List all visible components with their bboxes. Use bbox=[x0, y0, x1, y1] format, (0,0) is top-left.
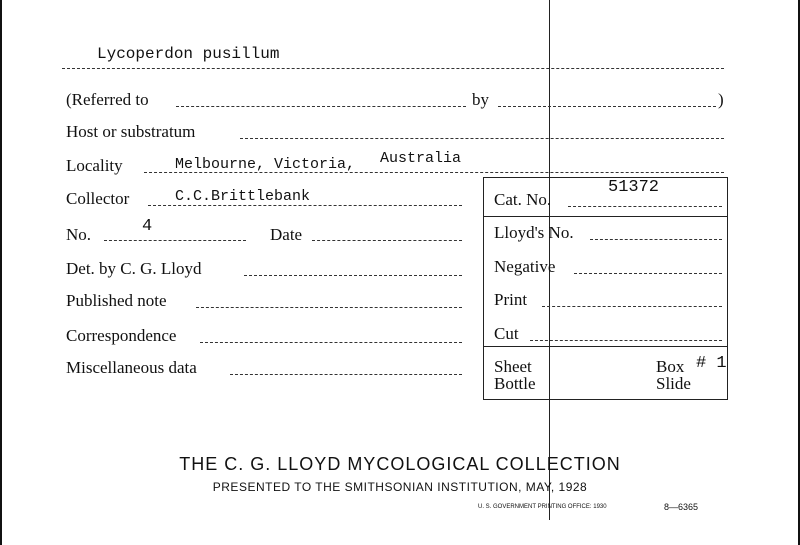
print-line bbox=[542, 306, 722, 307]
negative-line bbox=[574, 273, 722, 274]
box-label: Box bbox=[656, 357, 685, 376]
close-paren: ) bbox=[718, 90, 724, 109]
slide-label: Slide bbox=[656, 374, 691, 393]
correspondence-label: Correspondence bbox=[66, 326, 177, 345]
by-line bbox=[498, 106, 716, 107]
species-name: Lycoperdon pusillum bbox=[97, 45, 280, 63]
locality-label: Locality bbox=[66, 156, 123, 175]
referred-to-line bbox=[176, 106, 466, 107]
box-divider-2 bbox=[483, 346, 728, 347]
locality-value-2: Australia bbox=[380, 150, 462, 167]
det-label: Det. by C. G. Lloyd bbox=[66, 259, 202, 278]
locality-value: Melbourne, Victoria, bbox=[175, 156, 356, 173]
print-label: Print bbox=[494, 290, 528, 309]
collection-subtitle: PRESENTED TO THE SMITHSONIAN INSTITUTION, MAY, 1928 bbox=[212, 480, 588, 494]
box-divider-1 bbox=[483, 216, 728, 217]
cat-no-line bbox=[568, 206, 722, 207]
misc-line bbox=[230, 374, 462, 375]
host-label: Host or substratum bbox=[66, 122, 196, 141]
det-line bbox=[244, 275, 462, 276]
date-label: Date bbox=[270, 225, 303, 244]
lloyds-no-line bbox=[590, 239, 722, 240]
printing-office: U. S. GOVERNMENT PRINTING OFFICE: 1930 bbox=[478, 504, 607, 510]
negative-label: Negative bbox=[494, 257, 556, 276]
cut-label: Cut bbox=[494, 324, 519, 343]
bottle-label: Bottle bbox=[494, 374, 536, 393]
form-code: 8—6365 bbox=[664, 502, 699, 512]
cat-no-value: 51372 bbox=[608, 178, 660, 197]
host-line bbox=[240, 138, 724, 139]
collection-title: THE C. G. LLOYD MYCOLOGICAL COLLECTION bbox=[179, 454, 621, 474]
date-line bbox=[312, 240, 462, 241]
published-label: Published note bbox=[66, 291, 167, 310]
no-line bbox=[104, 240, 246, 241]
cut-line bbox=[530, 340, 722, 341]
sheet-label: Sheet bbox=[494, 357, 532, 376]
cat-no-label: Cat. No. bbox=[494, 190, 552, 209]
lloyds-no-label: Lloyd's No. bbox=[494, 223, 574, 242]
published-line bbox=[196, 307, 462, 308]
box-value: # 1 bbox=[696, 354, 727, 373]
no-label: No. bbox=[66, 225, 92, 244]
collector-label: Collector bbox=[66, 189, 130, 208]
collector-value: C.C.Brittlebank bbox=[175, 188, 311, 205]
species-line bbox=[62, 68, 724, 69]
no-value: 4 bbox=[142, 217, 153, 236]
collector-line bbox=[148, 205, 462, 206]
misc-label: Miscellaneous data bbox=[66, 358, 197, 377]
correspondence-line bbox=[200, 342, 462, 343]
referred-to-label: (Referred to bbox=[66, 90, 149, 109]
by-label: by bbox=[472, 90, 489, 109]
